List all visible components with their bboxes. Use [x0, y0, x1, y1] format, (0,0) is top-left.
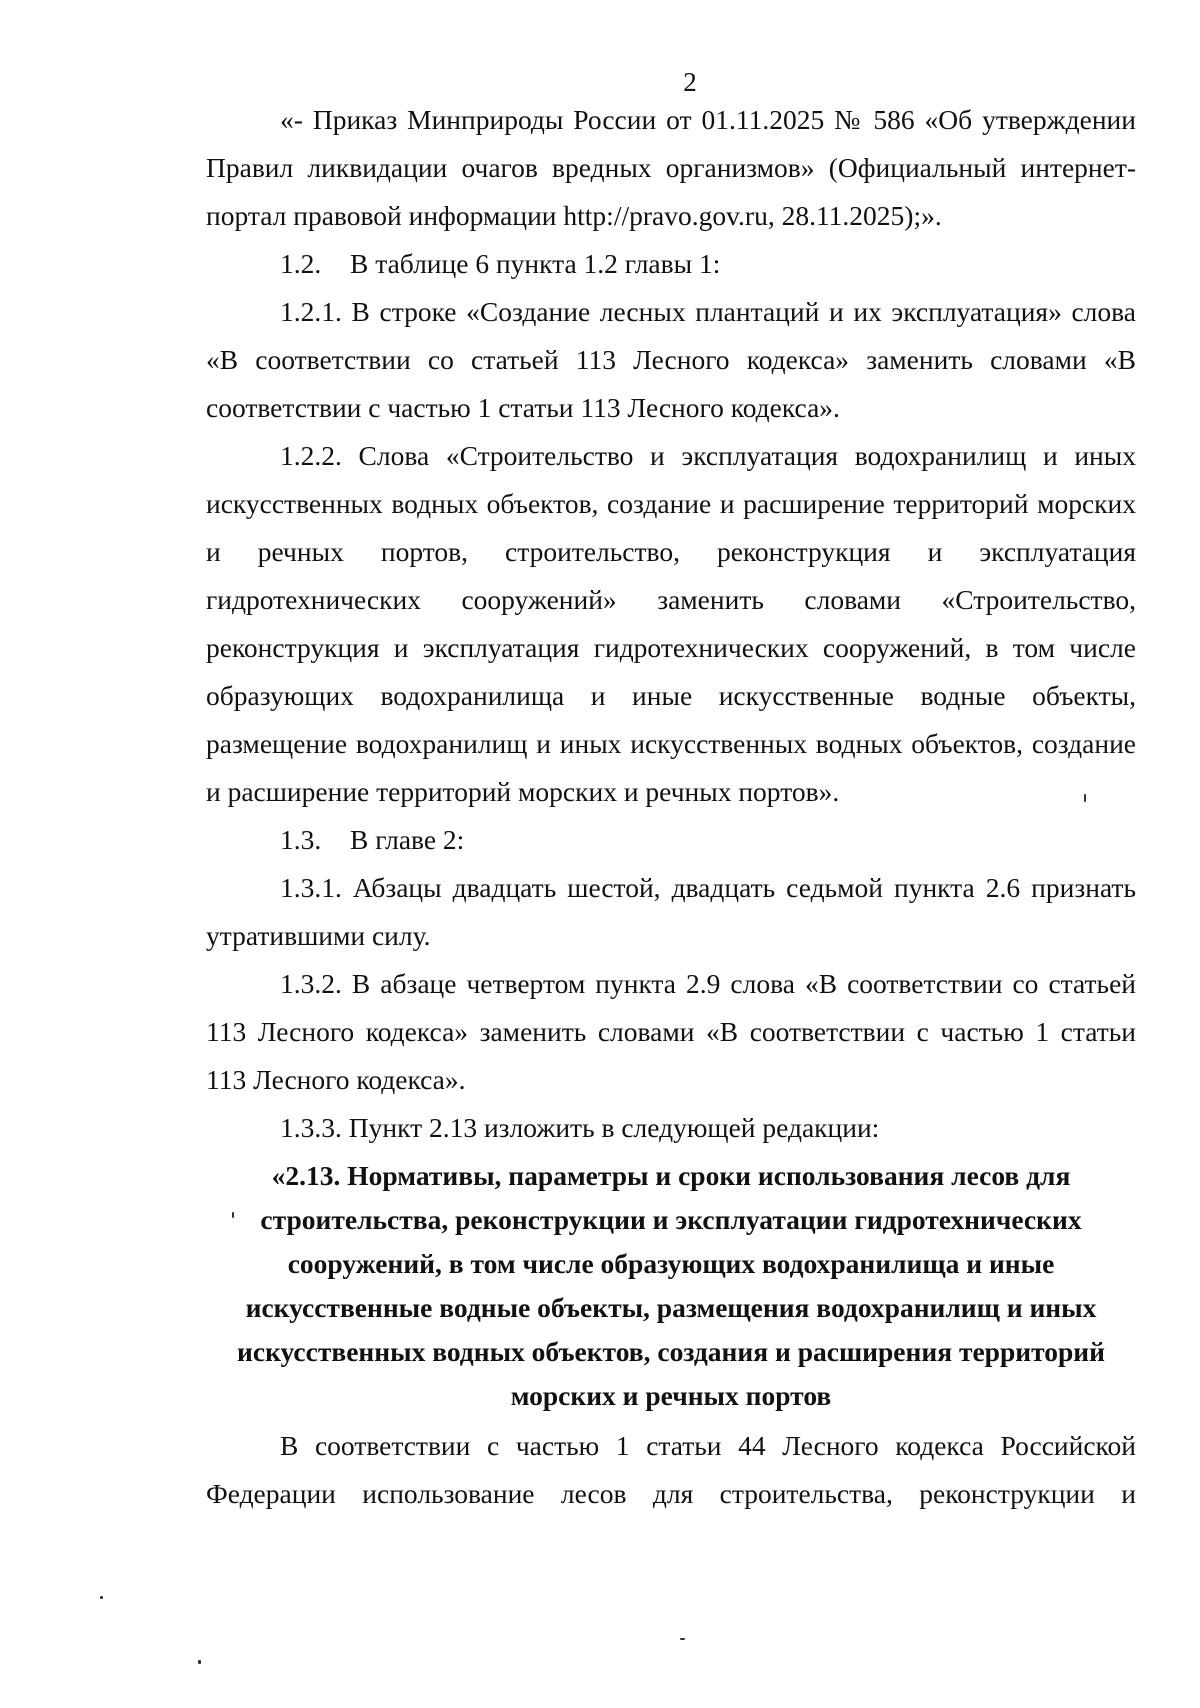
paragraph-1-2-1: 1.2.1. В строке «Создание лесных плантаций и их эксплуатация» слова «В соответствии со статьей 113 Лесного кодекса» заменить словами «В соответствии с частью 1 статьи 113 Лесного кодекса». — [206, 296, 1136, 423]
item-number: 1.3. — [280, 824, 322, 855]
scan-speck — [680, 1638, 685, 1640]
paragraph-1-3-3: 1.3.3. Пункт 2.13 изложить в следующей редакции: — [280, 1112, 880, 1143]
item-text: В главе 2: — [350, 824, 465, 855]
scan-speck — [198, 1660, 201, 1664]
heading-line: искусственных водных объектов, создания и расширения территорий — [237, 1336, 1105, 1367]
paragraph-1-3-1: 1.3.1. Абзацы двадцать шестой, двадцать седьмой пункта 2.6 признать утратившими силу. — [206, 872, 1136, 951]
heading-line: сооружений, в том числе образующих водохранилища и иные — [287, 1248, 1055, 1279]
paragraph-closing: В соответствии с частью 1 статьи 44 Лесного кодекса Российской Федерации использование лесов для строительства, реконструкции и — [206, 1430, 1136, 1509]
heading-line: строительства, реконструкции и эксплуатации гидротехнических — [260, 1204, 1082, 1235]
scan-speck — [100, 1596, 103, 1599]
paragraph-1-3-2: 1.3.2. В абзаце четвертом пункта 2.9 слова «В соответствии со статьей 113 Лесного кодекса» заменить словами «В соответствии с частью 1 статьи 113 Лесного кодекса». — [206, 968, 1136, 1095]
paragraph-1-3 — [206, 816, 1136, 864]
section-heading — [206, 1154, 1136, 1418]
document-body — [206, 96, 1136, 1518]
paragraph-1-2 — [206, 240, 1136, 288]
paragraph-1-2-2: 1.2.2. Слова «Строительство и эксплуатация водохранилищ и иных искусственных водных объектов, создание и расширение территорий морских и речных портов, строительство, реконструкция и эксплуатация гидротехнических сооружений» заменить словами «Строительство, реконструкция и эксплуатация гидротехнических сооружений, в том числе образующих водохранилища и иные искусственные водные объекты, размещение водохранилищ и иных искусственных водных объектов, создание и расширение территорий морских и речных портов». — [206, 440, 1136, 807]
heading-line: искусственные водные объекты, размещения водохранилищ и иных — [245, 1292, 1097, 1323]
heading-line: «2.13. Нормативы, параметры и сроки использования лесов для — [271, 1160, 1071, 1191]
page-number: 2 — [683, 67, 697, 97]
paragraph-decree-reference: «- Приказ Минприроды России от 01.11.2025 № 586 «Об утверждении Правил ликвидации очагов вредных организмов» (Официальный интернет-портал правовой информации http://pravo.gov.ru, 28.11.2025);». — [206, 104, 1136, 231]
heading-line: морских и речных портов — [510, 1380, 832, 1411]
scan-speck — [232, 1212, 234, 1218]
item-number: 1.2. — [280, 248, 322, 279]
scan-speck — [1084, 794, 1086, 802]
item-text: В таблице 6 пункта 1.2 главы 1: — [350, 248, 721, 279]
